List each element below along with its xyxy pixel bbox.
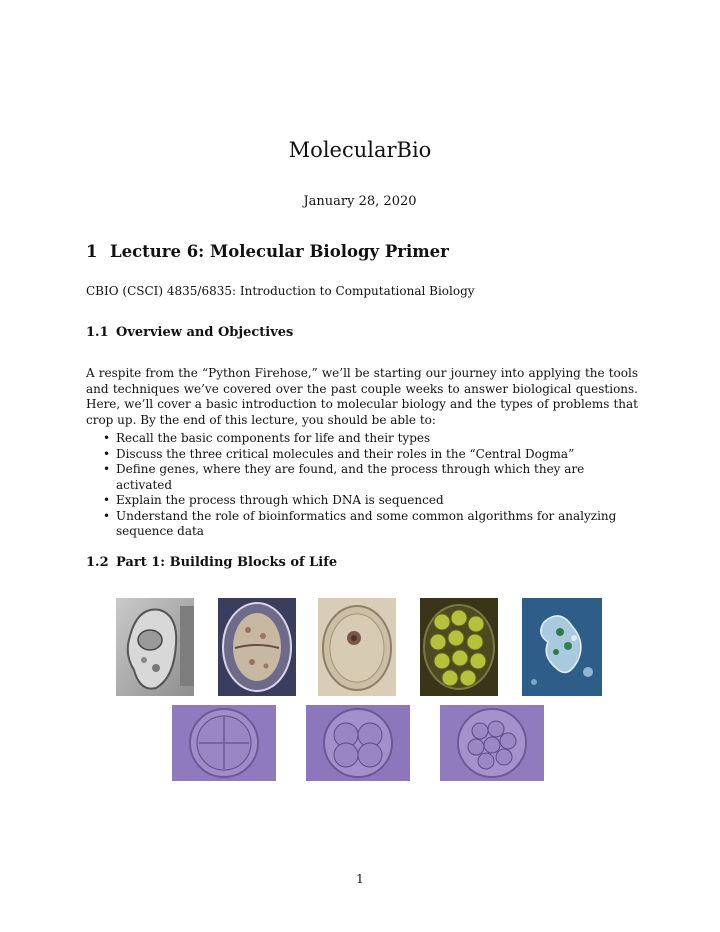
subsection-title: Part 1: Building Blocks of Life (116, 555, 338, 570)
intro-paragraph: A respite from the “Python Firehose,” we’ll be starting our journey into applying the tools and techniques we’ve covered over the past couple weeks to answer biological questions. Here, we’ll cover a basic introduction to molecular biology and the types of problems that crop up. By the end of this lecture, you should be able to: (86, 366, 638, 427)
list-item (86, 431, 638, 447)
document-title: MolecularBio (288, 138, 432, 162)
microscopy-embryo-purple-1-image (172, 705, 276, 781)
list-item-text: Recall the basic components for life and their types (116, 431, 431, 445)
subsection-number: 1.2 (86, 555, 109, 570)
microscopy-cell-grayscale-image (116, 598, 194, 696)
page-number: 1 (356, 872, 364, 886)
objectives-list (86, 431, 638, 540)
bullet-icon: • (103, 493, 111, 507)
list-item (86, 509, 638, 540)
microscopy-blue-organism-image (522, 598, 602, 696)
microscopy-embryo-purple-2-image (306, 705, 410, 781)
list-item-text: Explain the process through which DNA is sequenced (116, 493, 444, 507)
section-number: 1 (86, 242, 98, 261)
list-item-text: Discuss the three critical molecules and their roles in the “Central Dogma” (116, 446, 575, 461)
list-item (86, 493, 638, 509)
document-date: January 28, 2020 (303, 194, 417, 209)
list-item (86, 447, 638, 463)
subsection-heading-overview (86, 325, 293, 340)
microscopy-dividing-cell-image (218, 598, 296, 696)
bullet-icon: • (103, 462, 111, 476)
bullet-icon: • (103, 508, 111, 523)
subsection-heading-building-blocks (86, 555, 337, 570)
microscopy-single-cell-image (318, 598, 396, 696)
list-item-text: Understand the role of bioinformatics and some common algorithms for analyzing sequence data (116, 508, 617, 538)
microscopy-embryo-purple-3-image (440, 705, 544, 781)
microscopy-green-colony-image (420, 598, 498, 696)
bullet-icon: • (103, 446, 111, 461)
section-heading (86, 242, 449, 261)
list-item-text: Define genes, where they are found, and the process through which they are activated (116, 462, 585, 492)
section-title: Lecture 6: Molecular Biology Primer (110, 242, 449, 261)
subsection-number: 1.1 (86, 325, 109, 340)
subsection-title: Overview and Objectives (116, 325, 294, 340)
list-item (86, 462, 638, 493)
course-line: CBIO (CSCI) 4835/6835: Introduction to Computational Biology (86, 284, 475, 298)
bullet-icon: • (103, 431, 111, 445)
